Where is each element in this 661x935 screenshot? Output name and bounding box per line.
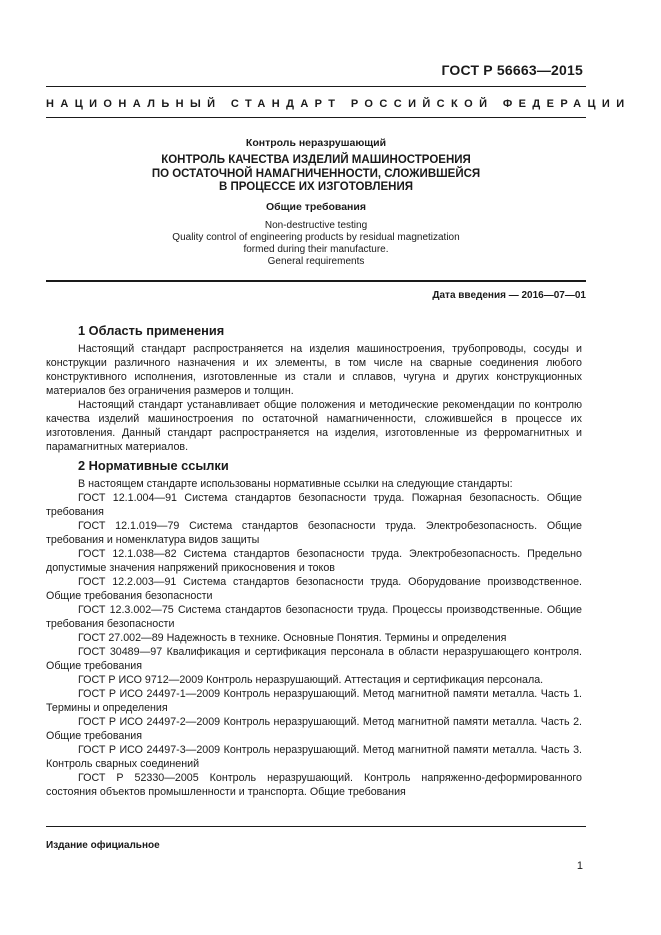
title-line: КОНТРОЛЬ КАЧЕСТВА ИЗДЕЛИЙ МАШИНОСТРОЕНИЯ bbox=[161, 154, 471, 166]
reference-item: ГОСТ Р ИСО 9712—2009 Контроль неразрушающий. Аттестация и сертификация персонала. bbox=[78, 674, 544, 686]
reference-item: ГОСТ Р ИСО 24497-3—2009 Контроль неразрушающий. Метод магнитной памяти металла. Часть 3. Контроль сварных соединений bbox=[46, 744, 582, 770]
subject-line: Контроль неразрушающий bbox=[245, 137, 387, 149]
english-title-line: Non-destructive testing bbox=[264, 220, 368, 231]
reference-item: ГОСТ Р ИСО 24497-2—2009 Контроль неразрушающий. Метод магнитной памяти металла. Часть 2. Общие требования bbox=[46, 716, 582, 742]
paragraph: В настоящем стандарте использованы нормативные ссылки на следующие стандарты: bbox=[78, 478, 513, 490]
section-heading: 2 Нормативные ссылки bbox=[78, 458, 229, 473]
page-number: 1 bbox=[576, 860, 583, 872]
reference-item: ГОСТ 12.1.038—82 Система стандартов безопасности труда. Электробезопасность. Предельно допустимые значения напряжений прикосновения и токов bbox=[46, 548, 582, 574]
banner-divider bbox=[46, 117, 586, 118]
header-divider bbox=[46, 86, 586, 87]
title-line: В ПРОЦЕССЕ ИХ ИЗГОТОВЛЕНИЯ bbox=[219, 181, 413, 193]
effective-date: Дата введения — 2016—07—01 bbox=[432, 290, 586, 301]
body-text bbox=[46, 322, 582, 799]
date-divider bbox=[46, 280, 586, 282]
reference-item: ГОСТ 30489—97 Квалификация и сертификация персонала в области неразрушающего контроля. Общие требования bbox=[46, 646, 582, 672]
paragraph: Настоящий стандарт устанавливает общие положения и методические рекомендации по контролю качества изделий машиностроения по остаточной намагниченности, сложившейся в процессе их изготовления. Данный стандарт распространяется на изделия, изготовленные из ферромагнитных и парамагнитных материалов. bbox=[46, 399, 582, 453]
document-title bbox=[46, 154, 586, 195]
english-title bbox=[46, 220, 586, 268]
english-title-line: General requirements bbox=[267, 256, 365, 267]
reference-item: ГОСТ 12.1.004—91 Система стандартов безопасности труда. Пожарная безопасность. Общие требования bbox=[46, 492, 582, 518]
english-title-line: formed during their manufacture. bbox=[243, 244, 389, 255]
document-subtitle: Общие требования bbox=[266, 201, 366, 213]
reference-item: ГОСТ 27.002—89 Надежность в технике. Основные Понятия. Термины и определения bbox=[78, 632, 507, 644]
reference-item: ГОСТ Р 52330—2005 Контроль неразрушающий. Контроль напряженно-деформированного состояния объектов промышленности и транспорта. Общие требования bbox=[46, 772, 582, 798]
footer-divider bbox=[46, 826, 586, 827]
standard-number: ГОСТ Р 56663—2015 bbox=[441, 62, 583, 78]
reference-item: ГОСТ 12.2.003—91 Система стандартов безопасности труда. Оборудование производственное. Общие требования безопасности bbox=[46, 576, 582, 602]
reference-item: ГОСТ 12.1.019—79 Система стандартов безопасности труда. Электробезопасность. Общие требования и номенклатура видов защиты bbox=[46, 520, 582, 546]
english-title-line: Quality control of engineering products by residual magnetization bbox=[172, 232, 460, 243]
section-heading: 1 Область применения bbox=[78, 323, 225, 338]
title-line: ПО ОСТАТОЧНОЙ НАМАГНИЧЕННОСТИ, СЛОЖИВШЕЙСЯ bbox=[151, 167, 481, 180]
edition-label: Издание официальное bbox=[46, 840, 160, 851]
reference-item: ГОСТ Р ИСО 24497-1—2009 Контроль неразрушающий. Метод магнитной памяти металла. Часть 1. Термины и определения bbox=[46, 688, 582, 714]
reference-item: ГОСТ 12.3.002—75 Система стандартов безопасности труда. Процессы производственные. Общие требования безопасности bbox=[46, 604, 582, 630]
national-standard-banner: НАЦИОНАЛЬНЫЙ СТАНДАРТ РОССИЙСКОЙ ФЕДЕРАЦИИ bbox=[46, 98, 631, 110]
paragraph: Настоящий стандарт распространяется на изделия машиностроения, трубопроводы, сосуды и конструкции различного назначения и их элементы, в том числе на сварные соединения любого конструктивного исполнения, изготовленные из стали и сплавов, чугуна и других конструкционных материалов без ограничения размеров и толщин. bbox=[46, 343, 582, 397]
